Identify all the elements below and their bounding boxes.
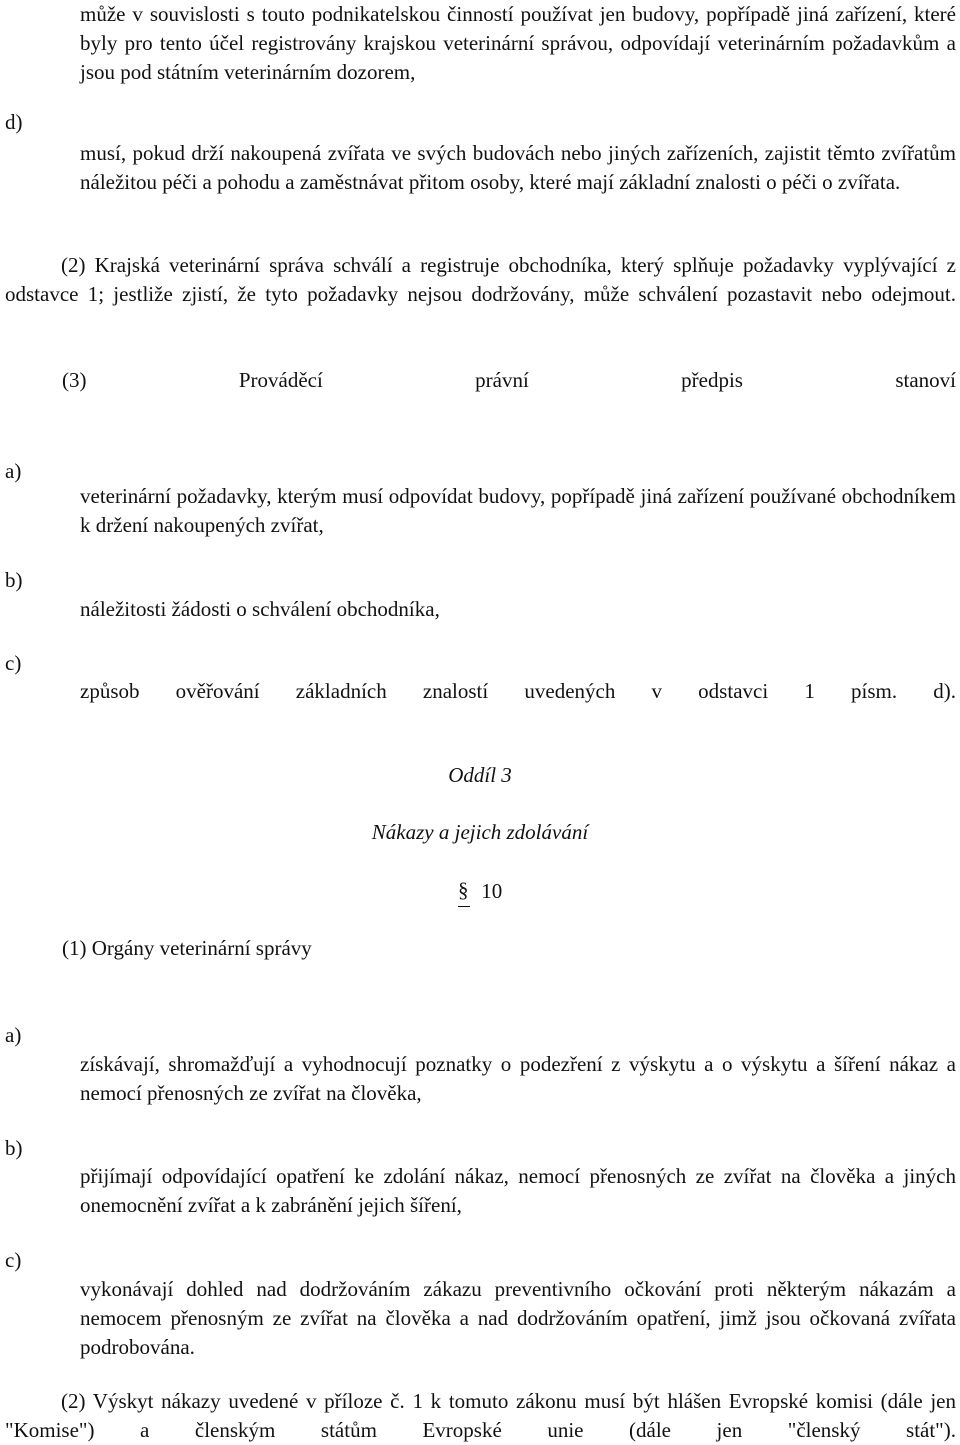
item-a-label: a): [5, 459, 22, 483]
paragraph-2: (2) Krajská veterinární správa schválí a registruje obchodníka, který splňuje požadavky vyplývající z odstavce 1; jestliže zjistí, že tyto požadavky nejsou dodržovány, může schválení pozastavit nebo odejmout.: [5, 253, 956, 306]
division-heading: Oddíl 3: [448, 763, 512, 787]
paragraph-3-intro: (3) Prováděcí právní předpis stanoví: [62, 368, 956, 392]
sec10-item-a-text: získávají, shromažďují a vyhodnocují poznatky o podezření z výskytu a o výskytu a šíření nákaz a nemocí přenosných ze zvířat na člověka,: [80, 1052, 956, 1105]
item-d-text: musí, pokud drží nakoupená zvířata ve svých budovách nebo jiných zařízeních, zajistit těmto zvířatům náležitou péči a pohodu a zaměstnávat přitom osoby, které mají základní znalosti o péči o zvířata.: [80, 141, 956, 194]
item-c-continuation: může v souvislosti s touto podnikatelskou činností používat jen budovy, popřípadě jiná zařízení, které byly pro tento účel registrovány krajskou veterinární správou, odpovídají veterinárním požadavkům a jsou pod státním veterinárním dozorem,: [80, 2, 956, 84]
section-10-paragraph-2: (2) Výskyt nákazy uvedené v příloze č. 1 k tomuto zákonu musí být hlášen Evropské komisi (dále jen "Komise") a členským státům Evropské unie (dále jen "členský stát").: [5, 1389, 956, 1442]
section-number-value: 10: [481, 879, 503, 903]
sec10-item-c-text: vykonávají dohled nad dodržováním zákazu preventivního očkování proti některým nákazám a nemocem přenosným ze zvířat na člověka a nad dodržováním opatření, jimž jsou očkovaná zvířata podrobována.: [80, 1277, 956, 1359]
sec10-item-c-label: c): [5, 1248, 22, 1272]
sec10-item-b-text: přijímají odpovídající opatření ke zdolání nákaz, nemocí přenosných ze zvířat na člověka a jiných onemocnění zvířat a k zabránění jejich šíření,: [80, 1164, 956, 1217]
item-d-label: d): [5, 110, 23, 134]
division-title: Nákazy a jejich zdolávání: [371, 820, 589, 844]
item-c-label: c): [5, 651, 22, 675]
item-b-text: náležitosti žádosti o schválení obchodníka,: [80, 597, 440, 621]
item-c-text: způsob ověřování základních znalostí uvedených v odstavci 1 písm. d).: [80, 679, 956, 703]
section-sign-icon: [458, 877, 470, 907]
item-a-text: veterinární požadavky, kterým musí odpovídat budovy, popřípadě jiná zařízení používané obchodníkem k držení nakoupených zvířat,: [80, 484, 956, 537]
section-10-paragraph-1-intro: (1) Orgány veterinární správy: [62, 936, 312, 960]
sec10-item-b-label: b): [5, 1136, 23, 1160]
sec10-item-a-label: a): [5, 1023, 22, 1047]
section-number: [458, 877, 502, 907]
item-b-label: b): [5, 568, 23, 592]
